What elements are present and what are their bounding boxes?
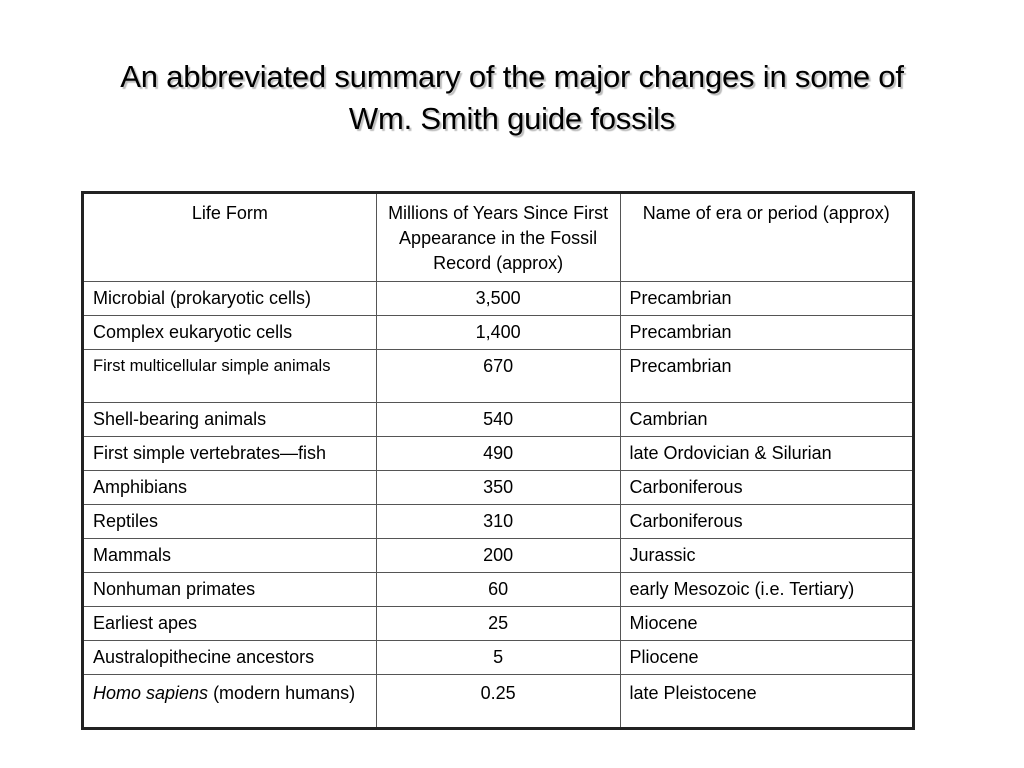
cell-years: 490 [376, 437, 620, 471]
cell-era: Miocene [620, 607, 914, 641]
species-name-italic: Homo sapiens [93, 683, 209, 703]
cell-life-form: Nonhuman primates [83, 573, 377, 607]
cell-life-form: First multicellular simple animals [83, 350, 377, 403]
cell-years: 310 [376, 505, 620, 539]
header-life-form: Life Form [83, 193, 377, 282]
header-era: Name of era or period (approx) [620, 193, 914, 282]
header-years: Millions of Years Since First Appearance in the Fossil Record (approx) [376, 193, 620, 282]
cell-life-form: Mammals [83, 539, 377, 573]
table-row [83, 437, 914, 471]
fossil-table [81, 191, 915, 730]
species-name-rest: (modern humans) [208, 683, 356, 703]
table-row [83, 471, 914, 505]
cell-life-form: Amphibians [83, 471, 377, 505]
cell-era: Cambrian [620, 403, 914, 437]
table-row [83, 607, 914, 641]
cell-years: 350 [376, 471, 620, 505]
cell-life-form: Reptiles [83, 505, 377, 539]
slide-title [0, 56, 1024, 140]
cell-life-form: Shell-bearing animals [83, 403, 377, 437]
cell-years: 200 [376, 539, 620, 573]
cell-years: 670 [376, 350, 620, 403]
cell-life-form: Complex eukaryotic cells [83, 316, 377, 350]
cell-era: late Ordovician & Silurian [620, 437, 914, 471]
cell-years: 0.25 [376, 675, 620, 729]
cell-life-form [83, 675, 377, 729]
cell-era: Precambrian [620, 316, 914, 350]
table-row [83, 573, 914, 607]
cell-years: 60 [376, 573, 620, 607]
cell-era: early Mesozoic (i.e. Tertiary) [620, 573, 914, 607]
cell-era: Precambrian [620, 350, 914, 403]
table-row [83, 282, 914, 316]
title-line-2: Wm. Smith guide fossils [348, 101, 676, 136]
cell-life-form: Earliest apes [83, 607, 377, 641]
cell-years: 540 [376, 403, 620, 437]
table-row [83, 539, 914, 573]
table-header-row [83, 193, 914, 282]
table-row [83, 316, 914, 350]
cell-era: late Pleistocene [620, 675, 914, 729]
cell-life-form: Microbial (prokaryotic cells) [83, 282, 377, 316]
title-line-1: An abbreviated summary of the major changes in some of [120, 59, 904, 94]
cell-years: 5 [376, 641, 620, 675]
cell-era: Jurassic [620, 539, 914, 573]
cell-life-form: First simple vertebrates—fish [83, 437, 377, 471]
cell-years: 3,500 [376, 282, 620, 316]
table-row [83, 350, 914, 403]
cell-era: Precambrian [620, 282, 914, 316]
cell-era: Carboniferous [620, 505, 914, 539]
cell-era: Carboniferous [620, 471, 914, 505]
cell-years: 25 [376, 607, 620, 641]
cell-life-form: Australopithecine ancestors [83, 641, 377, 675]
table-row [83, 641, 914, 675]
table-row [83, 675, 914, 729]
table-row [83, 505, 914, 539]
cell-years: 1,400 [376, 316, 620, 350]
cell-era: Pliocene [620, 641, 914, 675]
table-row [83, 403, 914, 437]
